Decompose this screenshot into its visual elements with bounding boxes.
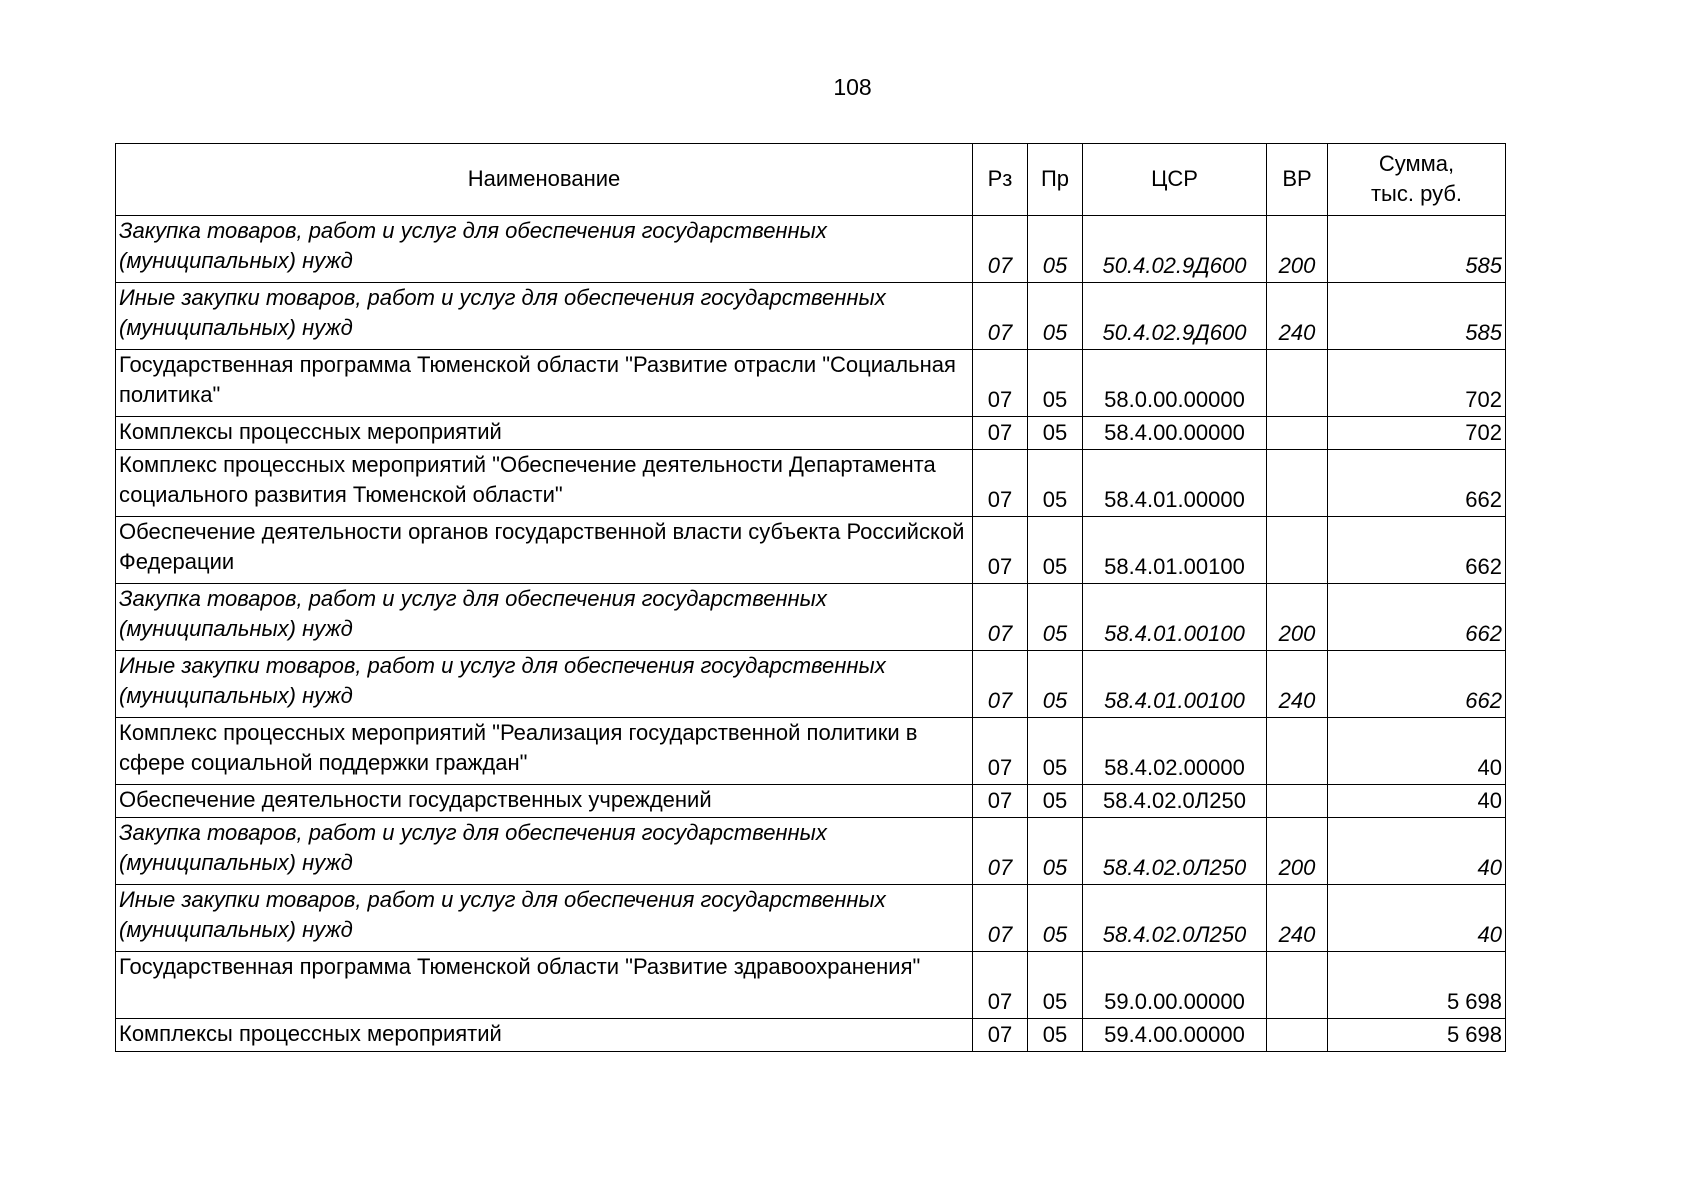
row-csr: 58.4.01.00100	[1083, 651, 1267, 718]
row-rz: 07	[973, 216, 1028, 283]
row-sum: 5 698	[1328, 952, 1506, 1019]
row-csr: 58.4.01.00100	[1083, 517, 1267, 584]
table-row	[116, 584, 1506, 651]
header-sum	[1328, 144, 1506, 216]
row-rz: 07	[973, 952, 1028, 1019]
row-rz: 07	[973, 785, 1028, 818]
row-vr	[1267, 952, 1328, 1019]
row-csr: 58.4.02.0Л250	[1083, 785, 1267, 818]
row-sum: 40	[1328, 818, 1506, 885]
row-csr: 58.4.02.0Л250	[1083, 885, 1267, 952]
row-csr: 50.4.02.9Д600	[1083, 283, 1267, 350]
header-pr: Пр	[1028, 144, 1083, 216]
row-name: Закупка товаров, работ и услуг для обеспечения государственных (муниципальных) нужд	[116, 216, 973, 283]
row-vr	[1267, 1019, 1328, 1052]
table-row	[116, 651, 1506, 718]
row-name: Комплексы процессных мероприятий	[116, 1019, 973, 1052]
row-csr: 59.0.00.00000	[1083, 952, 1267, 1019]
table-row	[116, 450, 1506, 517]
row-pr: 05	[1028, 952, 1083, 1019]
page-number: 108	[833, 74, 872, 100]
table-row	[116, 417, 1506, 450]
row-name: Иные закупки товаров, работ и услуг для обеспечения государственных (муниципальных) нужд	[116, 283, 973, 350]
row-name: Комплекс процессных мероприятий "Реализация государственной политики в сфере социальной поддержки граждан"	[116, 718, 973, 785]
row-pr: 05	[1028, 885, 1083, 952]
row-sum: 585	[1328, 283, 1506, 350]
row-sum: 40	[1328, 885, 1506, 952]
row-vr: 240	[1267, 651, 1328, 718]
row-name: Закупка товаров, работ и услуг для обеспечения государственных (муниципальных) нужд	[116, 584, 973, 651]
row-pr: 05	[1028, 517, 1083, 584]
row-rz: 07	[973, 584, 1028, 651]
row-pr: 05	[1028, 350, 1083, 417]
row-vr: 200	[1267, 584, 1328, 651]
row-vr	[1267, 517, 1328, 584]
row-rz: 07	[973, 283, 1028, 350]
row-pr: 05	[1028, 818, 1083, 885]
row-csr: 50.4.02.9Д600	[1083, 216, 1267, 283]
table-row	[116, 216, 1506, 283]
table-row	[116, 718, 1506, 785]
header-rz: Рз	[973, 144, 1028, 216]
row-vr	[1267, 718, 1328, 785]
row-rz: 07	[973, 417, 1028, 450]
row-name: Государственная программа Тюменской области "Развитие здравоохранения"	[116, 952, 973, 1019]
row-sum: 585	[1328, 216, 1506, 283]
header-sum-line2: тыс. руб.	[1370, 181, 1463, 206]
row-csr: 59.4.00.00000	[1083, 1019, 1267, 1052]
row-csr: 58.4.01.00000	[1083, 450, 1267, 517]
row-sum: 5 698	[1328, 1019, 1506, 1052]
row-rz: 07	[973, 818, 1028, 885]
row-sum: 662	[1328, 517, 1506, 584]
row-pr: 05	[1028, 1019, 1083, 1052]
row-name: Иные закупки товаров, работ и услуг для обеспечения государственных (муниципальных) нужд	[116, 885, 973, 952]
row-sum: 40	[1328, 785, 1506, 818]
row-rz: 07	[973, 450, 1028, 517]
row-pr: 05	[1028, 283, 1083, 350]
row-rz: 07	[973, 651, 1028, 718]
row-name: Закупка товаров, работ и услуг для обеспечения государственных (муниципальных) нужд	[116, 818, 973, 885]
row-name: Иные закупки товаров, работ и услуг для обеспечения государственных (муниципальных) нужд	[116, 651, 973, 718]
row-vr	[1267, 417, 1328, 450]
table-row	[116, 785, 1506, 818]
row-pr: 05	[1028, 718, 1083, 785]
row-csr: 58.4.02.0Л250	[1083, 818, 1267, 885]
table-row	[116, 283, 1506, 350]
header-sum-line1: Сумма,	[1378, 151, 1455, 176]
row-vr: 240	[1267, 885, 1328, 952]
row-name: Обеспечение деятельности государственных учреждений	[116, 785, 973, 818]
table-header-row	[116, 144, 1506, 216]
row-sum: 702	[1328, 350, 1506, 417]
row-csr: 58.4.02.00000	[1083, 718, 1267, 785]
row-vr: 200	[1267, 216, 1328, 283]
row-name: Комплексы процессных мероприятий	[116, 417, 973, 450]
row-vr: 240	[1267, 283, 1328, 350]
row-rz: 07	[973, 517, 1028, 584]
header-vr: ВР	[1267, 144, 1328, 216]
row-rz: 07	[973, 718, 1028, 785]
row-csr: 58.0.00.00000	[1083, 350, 1267, 417]
row-csr: 58.4.01.00100	[1083, 584, 1267, 651]
table-row	[116, 818, 1506, 885]
table-row	[116, 952, 1506, 1019]
row-rz: 07	[973, 1019, 1028, 1052]
row-vr	[1267, 785, 1328, 818]
row-name: Комплекс процессных мероприятий "Обеспечение деятельности Департамента социального развития Тюменской области"	[116, 450, 973, 517]
row-pr: 05	[1028, 417, 1083, 450]
row-pr: 05	[1028, 785, 1083, 818]
row-vr	[1267, 450, 1328, 517]
header-name: Наименование	[116, 144, 973, 216]
row-sum: 662	[1328, 450, 1506, 517]
table-row	[116, 885, 1506, 952]
row-pr: 05	[1028, 216, 1083, 283]
row-name: Государственная программа Тюменской области "Развитие отрасли "Социальная политика"	[116, 350, 973, 417]
row-csr: 58.4.00.00000	[1083, 417, 1267, 450]
row-sum: 662	[1328, 651, 1506, 718]
row-pr: 05	[1028, 584, 1083, 651]
row-rz: 07	[973, 350, 1028, 417]
row-rz: 07	[973, 885, 1028, 952]
table-row	[116, 517, 1506, 584]
row-sum: 662	[1328, 584, 1506, 651]
row-pr: 05	[1028, 450, 1083, 517]
row-pr: 05	[1028, 651, 1083, 718]
row-name: Обеспечение деятельности органов государственной власти субъекта Российской Федерации	[116, 517, 973, 584]
budget-table	[115, 143, 1506, 1052]
row-sum: 702	[1328, 417, 1506, 450]
row-sum: 40	[1328, 718, 1506, 785]
row-vr	[1267, 350, 1328, 417]
table-row	[116, 1019, 1506, 1052]
header-csr: ЦСР	[1083, 144, 1267, 216]
table-row	[116, 350, 1506, 417]
row-vr: 200	[1267, 818, 1328, 885]
